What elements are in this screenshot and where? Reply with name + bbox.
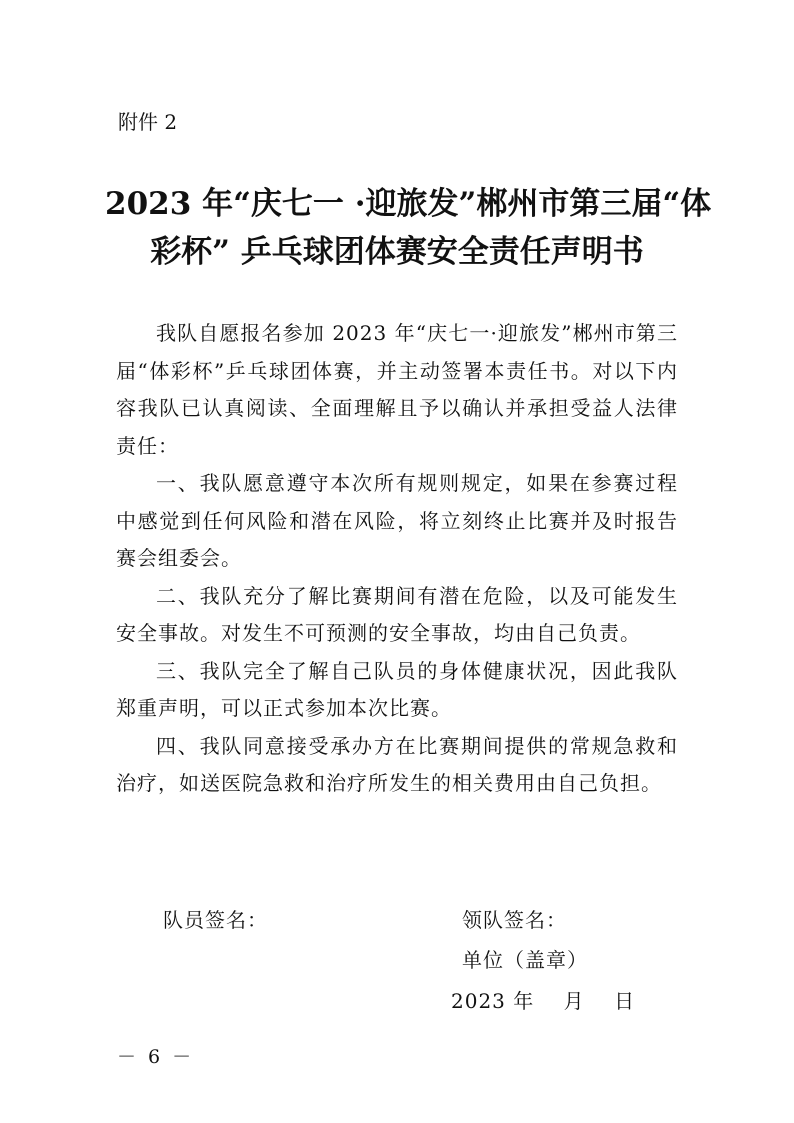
title-line-1: 2023 年“庆七一 ·迎旅发”郴州市第三届“体 xyxy=(105,186,712,222)
title-line-2: 彩杯” 乒乓球团体赛安全责任声明书 xyxy=(150,234,644,270)
intro-paragraph: 我队自愿报名参加 2023 年“庆七一·迎旅发”郴州市第三届“体彩杯”乒乓球团体赛，并主动签署本责任书。对以下内容我队已认真阅读、全面理解且予以确认并承担受益人法律责任： xyxy=(116,321,678,458)
document-body xyxy=(116,315,678,803)
clause-four-paragraph: 四、我队同意接受承办方在比赛期间提供的常规急救和治疗，如送医院急救和治疗所发生的相关费用由自己负担。 xyxy=(116,733,678,795)
document-title xyxy=(105,180,712,276)
member-signature-label: 队员签名： xyxy=(163,908,268,932)
unit-seal-label: 单位（盖章） xyxy=(462,948,588,972)
signature-date: 2023 年 月 日 xyxy=(451,989,636,1013)
clause-two-paragraph: 二、我队充分了解比赛期间有潜在危险，以及可能发生安全事故。对发生不可预测的安全事故，均由自己负责。 xyxy=(116,583,678,645)
clause-three-paragraph: 三、我队完全了解自己队员的身体健康状况，因此我队郑重声明，可以正式参加本次比赛。 xyxy=(116,658,678,720)
attachment-label: 附件 2 xyxy=(118,110,178,134)
leader-signature-label: 领队签名： xyxy=(462,908,567,932)
clause-one-paragraph: 一、我队愿意遵守本次所有规则规定，如果在参赛过程中感觉到任何风险和潜在风险，将立刻终止比赛并及时报告赛会组委会。 xyxy=(116,471,678,570)
page-number: － 6 － xyxy=(117,1046,195,1068)
